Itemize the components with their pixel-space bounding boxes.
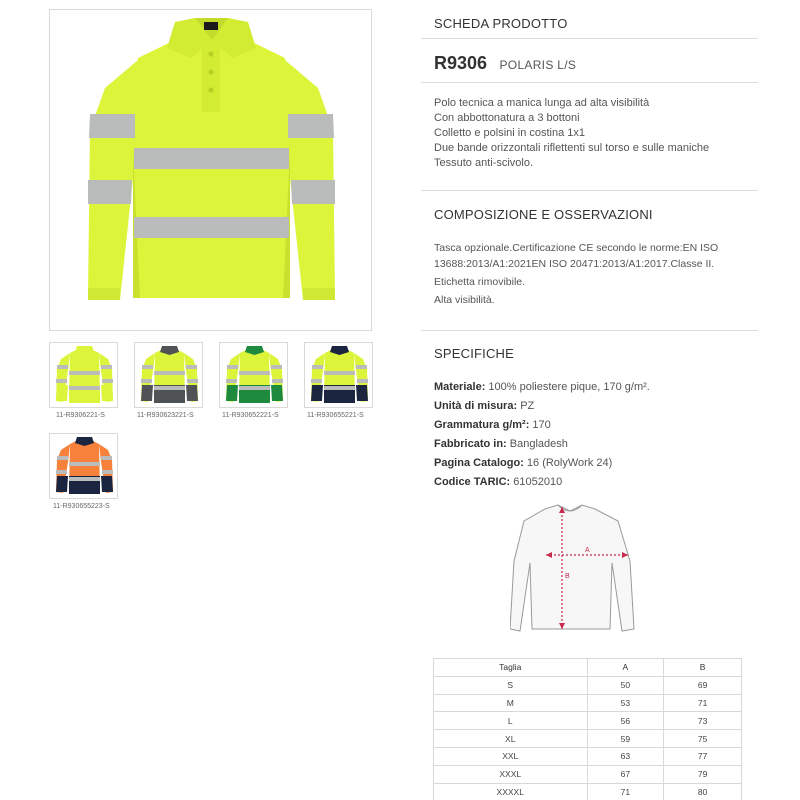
measure-b-cell: 79	[664, 765, 742, 783]
header-b: B	[664, 659, 742, 677]
variant-code: 11-R930623221-S	[137, 412, 194, 419]
product-name: POLARIS L/S	[499, 58, 577, 72]
variant-code: 11-R930655223-S	[53, 503, 110, 510]
variant-thumbnail[interactable]	[134, 342, 203, 408]
specs-title: SPECIFICHE	[434, 346, 515, 361]
table-row	[434, 765, 742, 783]
spec-row	[434, 438, 568, 450]
variant-code: 11-R930655221-S	[307, 412, 364, 419]
polo-shirt-icon	[135, 343, 203, 408]
spec-label: Materiale:	[434, 381, 486, 393]
measure-a-cell: 50	[587, 676, 664, 694]
variant-thumbnail[interactable]	[304, 342, 373, 408]
polo-shirt-icon	[50, 343, 118, 408]
composition-text: Alta visibilità.	[434, 294, 495, 306]
spec-value: 100% poliestere pique, 170 g/m².	[488, 381, 650, 393]
spec-label: Pagina Catalogo:	[434, 457, 524, 469]
spec-row	[434, 476, 562, 488]
table-row	[434, 694, 742, 712]
spec-value: 170	[532, 419, 551, 431]
size-cell: XXXXL	[434, 783, 588, 800]
divider	[421, 330, 758, 331]
spec-label: Codice TARIC:	[434, 476, 511, 488]
measure-label-b: B	[565, 573, 570, 580]
measure-a-cell: 63	[587, 747, 664, 765]
measure-a-cell: 53	[587, 694, 664, 712]
measure-label-a: A	[585, 547, 590, 554]
spec-value: 61052010	[513, 476, 563, 488]
measure-a-cell: 71	[587, 783, 664, 800]
size-table-header	[434, 659, 742, 677]
composition-text: Tasca opzionale.Certificazione CE secondo le norme:EN ISO 13688:2013/A1:2021EN ISO 20471:2013/A1:2017.Classe II.	[434, 242, 719, 270]
description-line: Con abbottonatura a 3 bottoni	[434, 112, 580, 124]
description-line: Colletto e polsini in costina 1x1	[434, 127, 586, 139]
size-cell: XXL	[434, 747, 588, 765]
measure-a-cell: 67	[587, 765, 664, 783]
spec-value: 16 (RolyWork 24)	[526, 457, 613, 469]
measure-b-cell: 71	[664, 694, 742, 712]
measure-b-cell: 77	[664, 747, 742, 765]
table-row	[434, 676, 742, 694]
variant-code: 11-R9306221-S	[56, 412, 105, 419]
table-row	[434, 783, 742, 800]
spec-row	[434, 419, 551, 431]
spec-row	[434, 400, 534, 412]
size-cell: XL	[434, 730, 588, 748]
measure-b-cell: 75	[664, 730, 742, 748]
measure-b-cell: 69	[664, 676, 742, 694]
polo-shirt-icon	[50, 10, 372, 331]
polo-shirt-icon	[50, 434, 118, 499]
spec-label: Grammatura g/m²:	[434, 419, 530, 431]
product-code: R9306	[434, 53, 488, 73]
measure-b-cell: 73	[664, 712, 742, 730]
measure-a-cell: 59	[587, 730, 664, 748]
header-a: A	[587, 659, 664, 677]
size-cell: XXXL	[434, 765, 588, 783]
product-code-line	[434, 53, 576, 74]
spec-label: Unità di misura:	[434, 400, 518, 412]
variant-code: 11-R930652221-S	[222, 412, 279, 419]
polo-shirt-icon	[305, 343, 373, 408]
composition-title: COMPOSIZIONE E OSSERVAZIONI	[434, 207, 653, 222]
size-cell: S	[434, 676, 588, 694]
divider	[421, 190, 758, 191]
spec-value: Bangladesh	[509, 438, 568, 450]
description-line: Due bande orizzontali riflettenti sul torso e sulle maniche	[434, 142, 710, 154]
table-row	[434, 747, 742, 765]
spec-value: PZ	[520, 400, 535, 412]
measure-b-cell: 80	[664, 783, 742, 800]
size-cell: L	[434, 712, 588, 730]
variant-thumbnail[interactable]	[219, 342, 288, 408]
polo-shirt-icon	[220, 343, 288, 408]
description-line: Tessuto anti-scivolo.	[434, 157, 534, 169]
header-size: Taglia	[434, 659, 588, 677]
spec-row	[434, 457, 612, 469]
spec-label: Fabbricato in:	[434, 438, 507, 450]
variant-thumbnail[interactable]	[49, 433, 118, 499]
main-product-image[interactable]	[49, 9, 372, 331]
table-row	[434, 712, 742, 730]
variant-thumbnail[interactable]	[49, 342, 118, 408]
measure-a-cell: 56	[587, 712, 664, 730]
divider	[421, 38, 758, 39]
composition-text: Etichetta rimovibile.	[434, 276, 526, 288]
shirt-measurement-diagram-icon	[510, 501, 640, 641]
table-row	[434, 730, 742, 748]
product-sheet-title: SCHEDA PRODOTTO	[434, 16, 568, 31]
size-table	[433, 658, 742, 800]
size-cell: M	[434, 694, 588, 712]
divider	[421, 82, 758, 83]
description-line: Polo tecnica a manica lunga ad alta visibilità	[434, 97, 650, 109]
spec-row	[434, 381, 650, 393]
